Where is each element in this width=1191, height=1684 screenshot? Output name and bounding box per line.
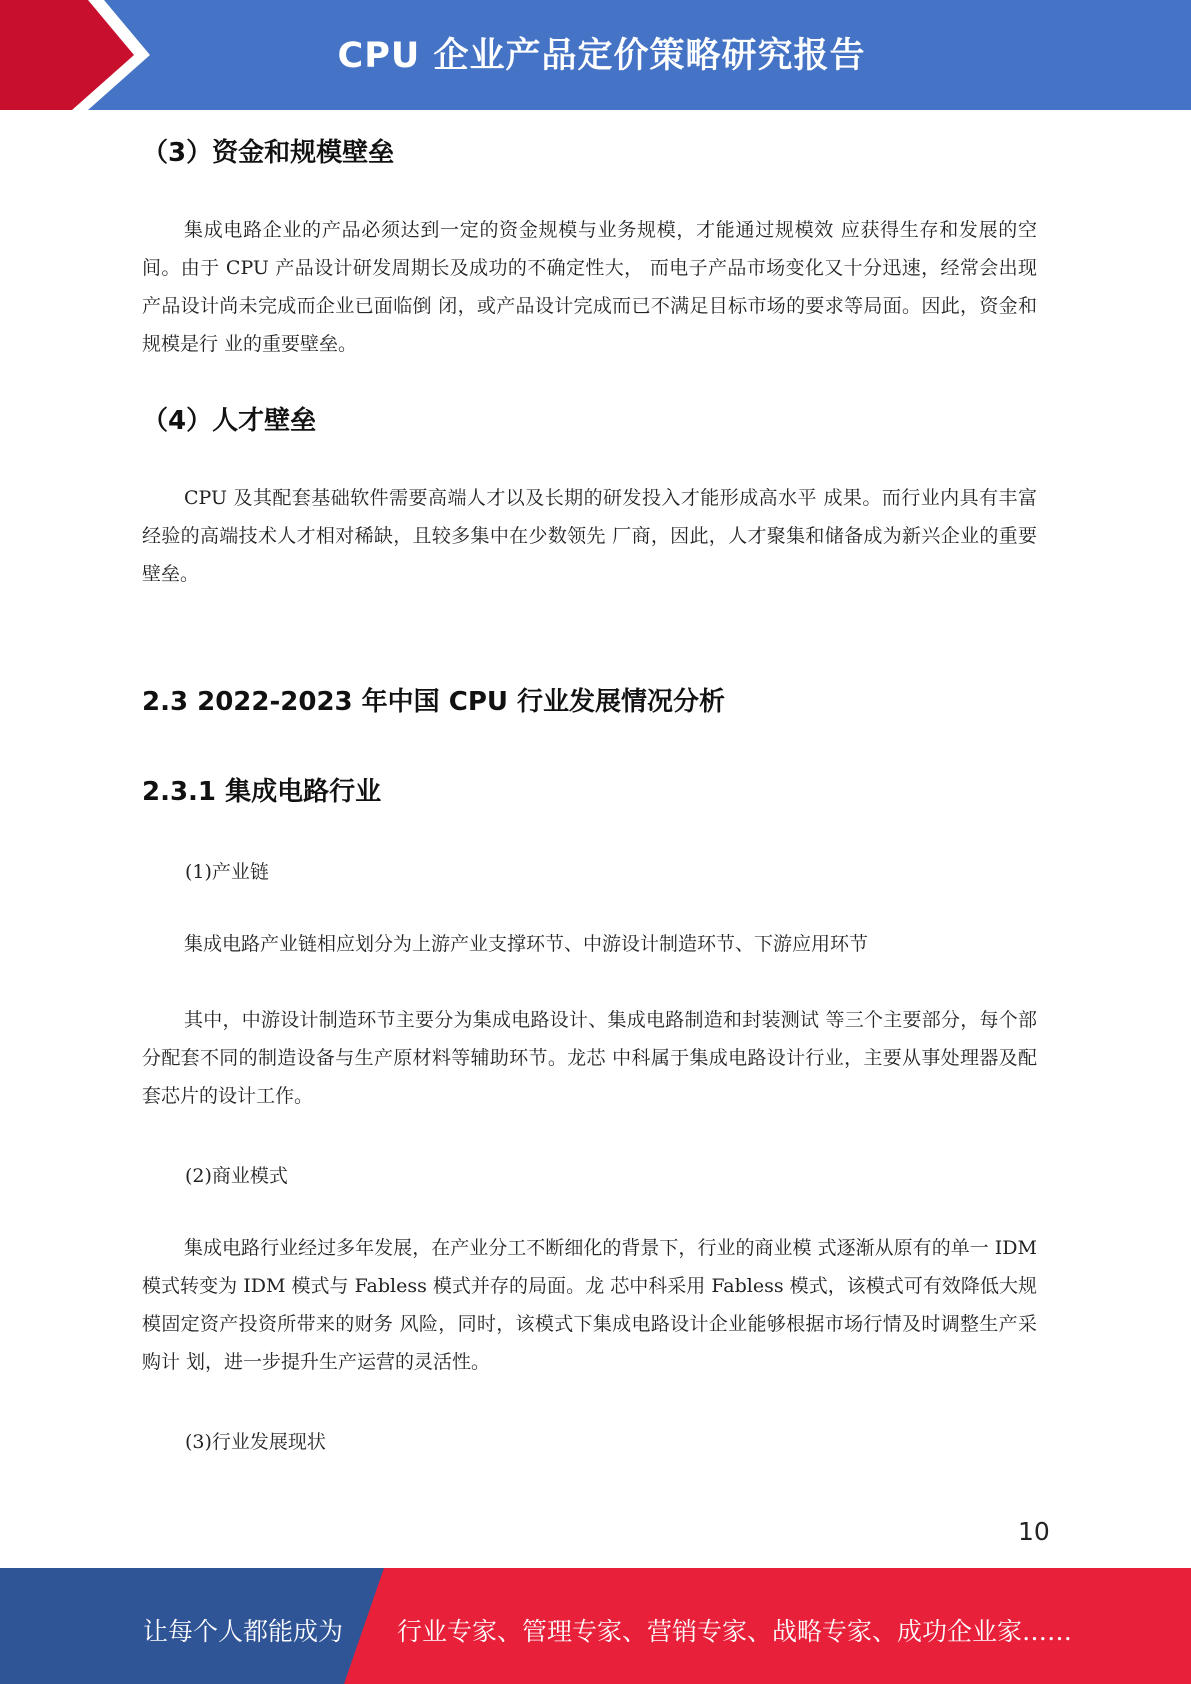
industry-status-label: (3)行业发展现状 xyxy=(185,1431,326,1453)
business-model-paragraph: 集成电路行业经过多年发展，在产业分工不断细化的背景下，行业的商业模 式逐渐从原有的单一 IDM 模式转变为 IDM 模式与 Fabless 模式并存的局面。龙 芯中科采用 Fabless 模式，该模式可有效降低大规模固定资产投资所带来的财务 风险，同时，该模式下集成电路设计企业能够根据市场行情及时调整生产采购计 划，进一步提升生产运营的灵活性。 xyxy=(142,1237,1037,1373)
page-header xyxy=(0,0,1191,110)
business-model-label: (2)商业模式 xyxy=(185,1165,288,1187)
capital-barrier-paragraph: 集成电路企业的产品必须达到一定的资金规模与业务规模，才能通过规模效 应获得生存和发展的空间。由于 CPU 产品设计研发周期长及成功的不确定性大， 而电子产品市场变化又十分迅速，经常会出现产品设计尚未完成而企业已面临倒 闭，或产品设计完成而已不满足目标市场的要求等局面。因此，资金和规模是行 业的重要壁垒。 xyxy=(142,219,1037,355)
industry-chain-label: (1)产业链 xyxy=(185,861,269,883)
talent-barrier-heading: （4）人才壁垒 xyxy=(142,406,317,436)
footer-slogan-right: 行业专家、管理专家、营销专家、战略专家、成功企业家…… xyxy=(397,1617,1073,1646)
talent-barrier-paragraph: CPU 及其配套基础软件需要高端人才以及长期的研发投入才能形成高水平 成果。而行业内具有丰富经验的高端技术人才相对稀缺，且较多集中在少数领先 厂商，因此，人才聚集和储备成为新兴企业的重要壁垒。 xyxy=(142,487,1037,585)
page-footer xyxy=(0,1568,1191,1684)
section-2-3-title: 2.3 2022-2023 年中国 CPU 行业发展情况分析 xyxy=(142,687,726,717)
page-number: 10 xyxy=(1018,1517,1050,1546)
capital-barrier-heading: （3）资金和规模壁垒 xyxy=(142,138,395,168)
footer-slogan-left: 让每个人都能成为 xyxy=(143,1617,344,1646)
section-2-3-1-title: 2.3.1 集成电路行业 xyxy=(142,777,382,807)
industry-chain-paragraph: 集成电路产业链相应划分为上游产业支撑环节、中游设计制造环节、下游应用环节 xyxy=(184,933,869,955)
report-title: CPU 企业产品定价策略研究报告 xyxy=(337,36,866,76)
midstream-paragraph: 其中，中游设计制造环节主要分为集成电路设计、集成电路制造和封装测试 等三个主要部分，每个部分配套不同的制造设备与生产原材料等辅助环节。龙芯 中科属于集成电路设计行业，主要从事处理器及配套芯片的设计工作。 xyxy=(142,1009,1037,1107)
